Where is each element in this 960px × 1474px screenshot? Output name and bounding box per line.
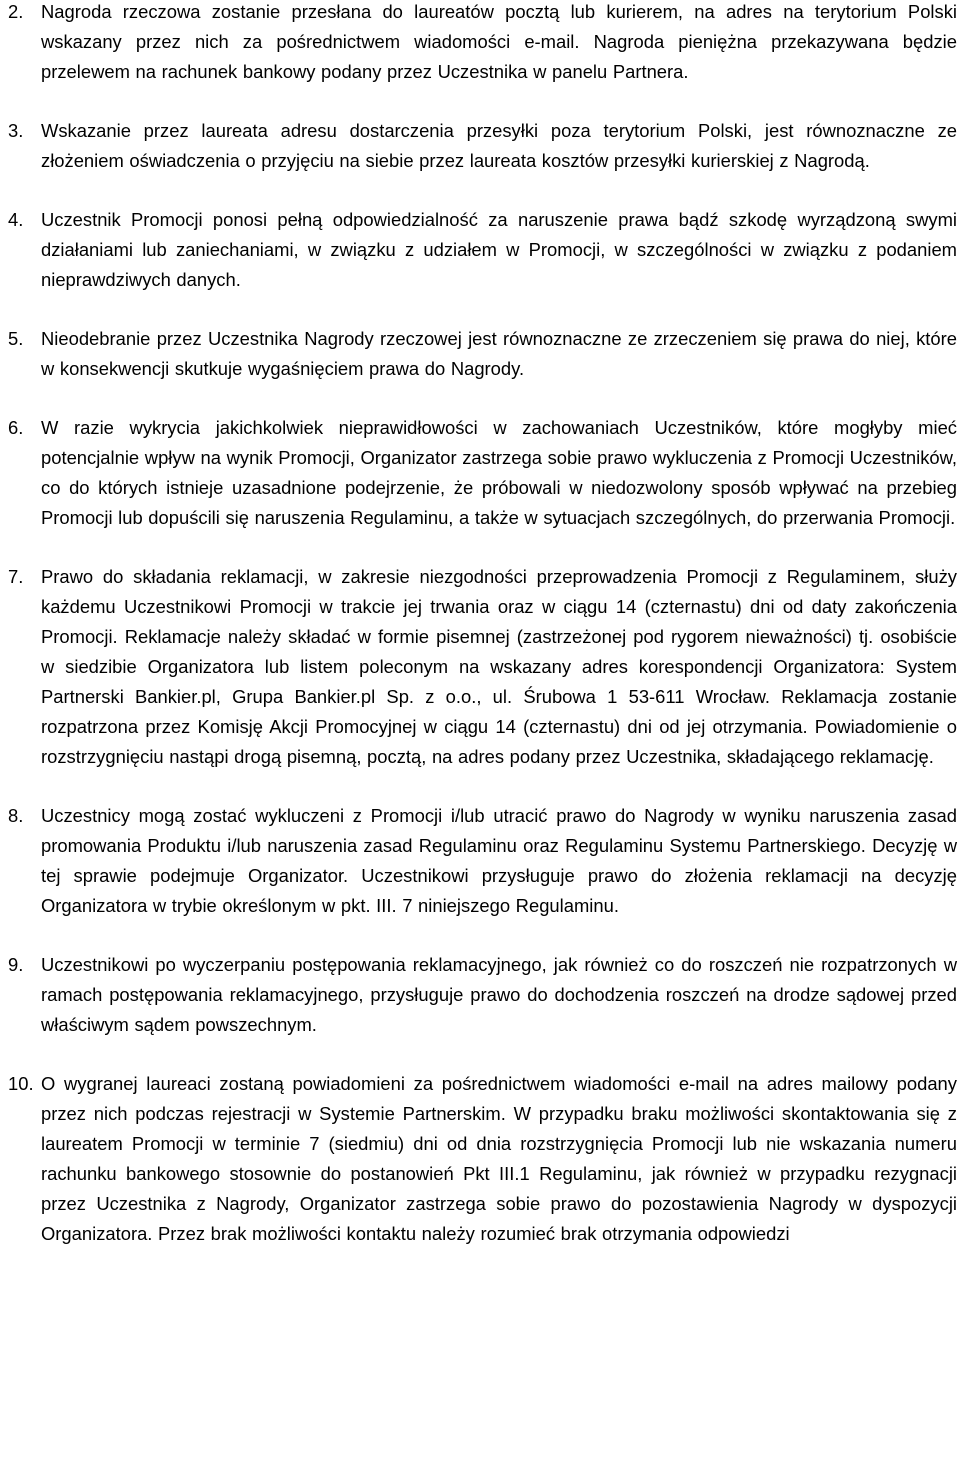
list-item-5 bbox=[8, 324, 957, 384]
item-number: 2. bbox=[8, 1, 24, 22]
item-text: Uczestnikowi po wyczerpaniu postępowania reklamacyjnego, jak również co do roszczeń nie rozpatrzonych w ramach postępowania reklamacyjnego, przysługuje prawo do dochodzenia roszczeń na drodze sądowej przed właściwym sądem powszechnym. bbox=[41, 954, 957, 1035]
item-text: W razie wykrycia jakichkolwiek nieprawidłowości w zachowaniach Uczestników, które mogłyby mieć potencjalnie wpływ na wynik Promocji, Organizator zastrzega sobie prawo wykluczenia z Promocji Uczestników, co do których istnieje uzasadnione podejrzenie, że próbowali w niedozwolony sposób wpływać na przebieg Promocji lub dopuścili się naruszenia Regulaminu, a także w sytuacjach szczególnych, do przerwania Promocji. bbox=[41, 417, 957, 528]
list-item-8 bbox=[8, 801, 957, 921]
item-text: Prawo do składania reklamacji, w zakresie niezgodności przeprowadzenia Promocji z Regulaminem, służy każdemu Uczestnikowi Promocji w trakcie jej trwania oraz w ciągu 14 (czternastu) dni od daty zakończenia Promocji. Reklamacje należy składać w formie pisemnej (zastrzeżonej pod rygorem nieważności) tj. osobiście w siedzibie Organizatora lub listem poleconym na wskazany adres korespondencji Organizatora: System Partnerski Bankier.pl, Grupa Bankier.pl Sp. z o.o., ul. Śrubowa 1 53-611 Wrocław. Reklamacja zostanie rozpatrzona przez Komisję Akcji Promocyjnej w ciągu 14 (czternastu) dni od jej otrzymania. Powiadomienie o rozstrzygnięciu nastąpi drogą pisemną, pocztą, na adres podany przez Uczestnika, składającego reklamację. bbox=[41, 566, 957, 767]
item-text: Uczestnicy mogą zostać wykluczeni z Promocji i/lub utracić prawo do Nagrody w wyniku naruszenia zasad promowania Produktu i/lub naruszenia zasad Regulaminu oraz Regulaminu Systemu Partnerskiego. Decyzję w tej sprawie podejmuje Organizator. Uczestnikowi przysługuje prawo do złożenia reklamacji na decyzję Organizatora w trybie określonym w pkt. III. 7 niniejszego Regulaminu. bbox=[41, 805, 957, 916]
item-number: 8. bbox=[8, 805, 24, 826]
item-number: 5. bbox=[8, 328, 24, 349]
item-text: O wygranej laureaci zostaną powiadomieni za pośrednictwem wiadomości e-mail na adres mailowy podany przez nich podczas rejestracji w Systemie Partnerskim. W przypadku braku możliwości skontaktowania się z laureatem Promocji w terminie 7 (siedmiu) dni od dnia rozstrzygnięcia Promocji lub nie wskazania numeru rachunku bankowego stosownie do postanowień Pkt III.1 Regulaminu, jak również w przypadku rezygnacji przez Uczestnika z Nagrody, Organizator zastrzega sobie prawo do pozostawienia Nagrody w dyspozycji Organizatora. Przez brak możliwości kontaktu należy rozumieć brak otrzymania odpowiedzi bbox=[41, 1073, 957, 1244]
item-number: 10. bbox=[8, 1073, 34, 1094]
item-text: Wskazanie przez laureata adresu dostarczenia przesyłki poza terytorium Polski, jest równoznaczne ze złożeniem oświadczenia o przyjęciu na siebie przez laureata kosztów przesyłki kurierskiej z Nagrodą. bbox=[41, 120, 957, 171]
list-item-4 bbox=[8, 205, 957, 295]
list-item-3 bbox=[8, 116, 957, 176]
list-item-7 bbox=[8, 562, 957, 772]
item-text: Nagroda rzeczowa zostanie przesłana do laureatów pocztą lub kurierem, na adres na terytorium Polski wskazany przez nich za pośrednictwem wiadomości e-mail. Nagroda pieniężna przekazywana będzie przelewem na rachunek bankowy podany przez Uczestnika w panelu Partnera. bbox=[41, 1, 957, 82]
item-number: 6. bbox=[8, 417, 24, 438]
list-item-10 bbox=[8, 1069, 957, 1249]
item-number: 7. bbox=[8, 566, 24, 587]
item-text: Nieodebranie przez Uczestnika Nagrody rzeczowej jest równoznaczne ze zrzeczeniem się prawa do niej, które w konsekwencji skutkuje wygaśnięciem prawa do Nagrody. bbox=[41, 328, 957, 379]
list-item-6 bbox=[8, 413, 957, 533]
item-text: Uczestnik Promocji ponosi pełną odpowiedzialność za naruszenie prawa bądź szkodę wyrządzoną swymi działaniami lub zaniechaniami, w związku z udziałem w Promocji, w szczególności w związku z podaniem nieprawdziwych danych. bbox=[41, 209, 957, 290]
list-item-2 bbox=[8, 0, 957, 87]
item-number: 9. bbox=[8, 954, 24, 975]
item-number: 3. bbox=[8, 120, 24, 141]
list-item-9 bbox=[8, 950, 957, 1040]
item-number: 4. bbox=[8, 209, 24, 230]
